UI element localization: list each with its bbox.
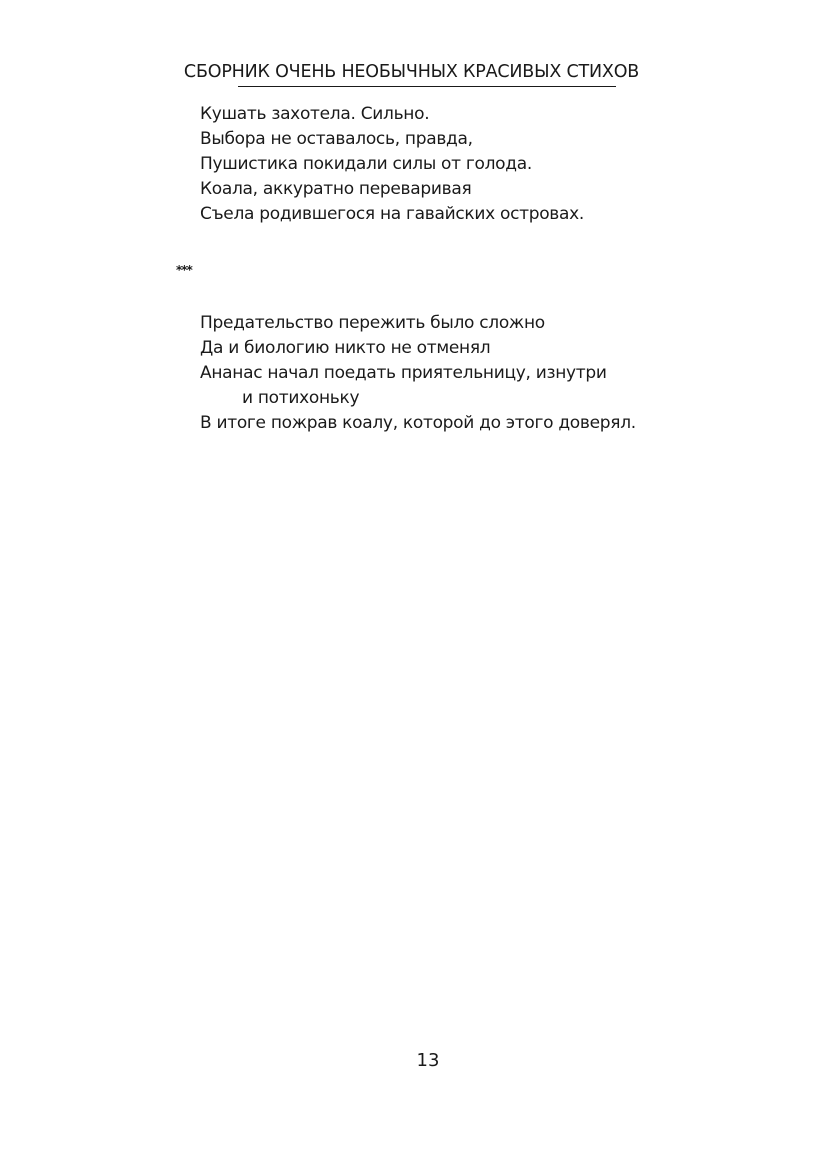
stanza-1	[200, 102, 584, 227]
poem-line: Кушать захотела. Сильно.	[200, 104, 430, 124]
poem-line: Ананас начал поедать приятельницу, изнутри	[200, 363, 607, 383]
poem-line: Да и биологию никто не отменял	[200, 338, 491, 358]
poem-line: В итоге пожрав коалу, которой до этого доверял.	[200, 413, 636, 433]
poem-line-continuation: и потихоньку	[242, 388, 360, 408]
running-header: СБОРНИК ОЧЕНЬ НЕОБЫЧНЫХ КРАСИВЫХ СТИХОВ	[183, 62, 640, 82]
page-number: 13	[416, 1050, 440, 1071]
poem-line: Коала, аккуратно переваривая	[200, 179, 472, 199]
header-rule	[238, 86, 616, 87]
poem-line: Пушистика покидали силы от голода.	[200, 154, 532, 174]
section-separator: ***	[176, 263, 192, 277]
poem-line: Предательство пережить было сложно	[200, 313, 545, 333]
poem-line: Съела родившегося на гавайских островах.	[200, 204, 585, 224]
poem-line: Выбора не оставалось, правда,	[200, 129, 473, 149]
stanza-2	[200, 311, 636, 436]
